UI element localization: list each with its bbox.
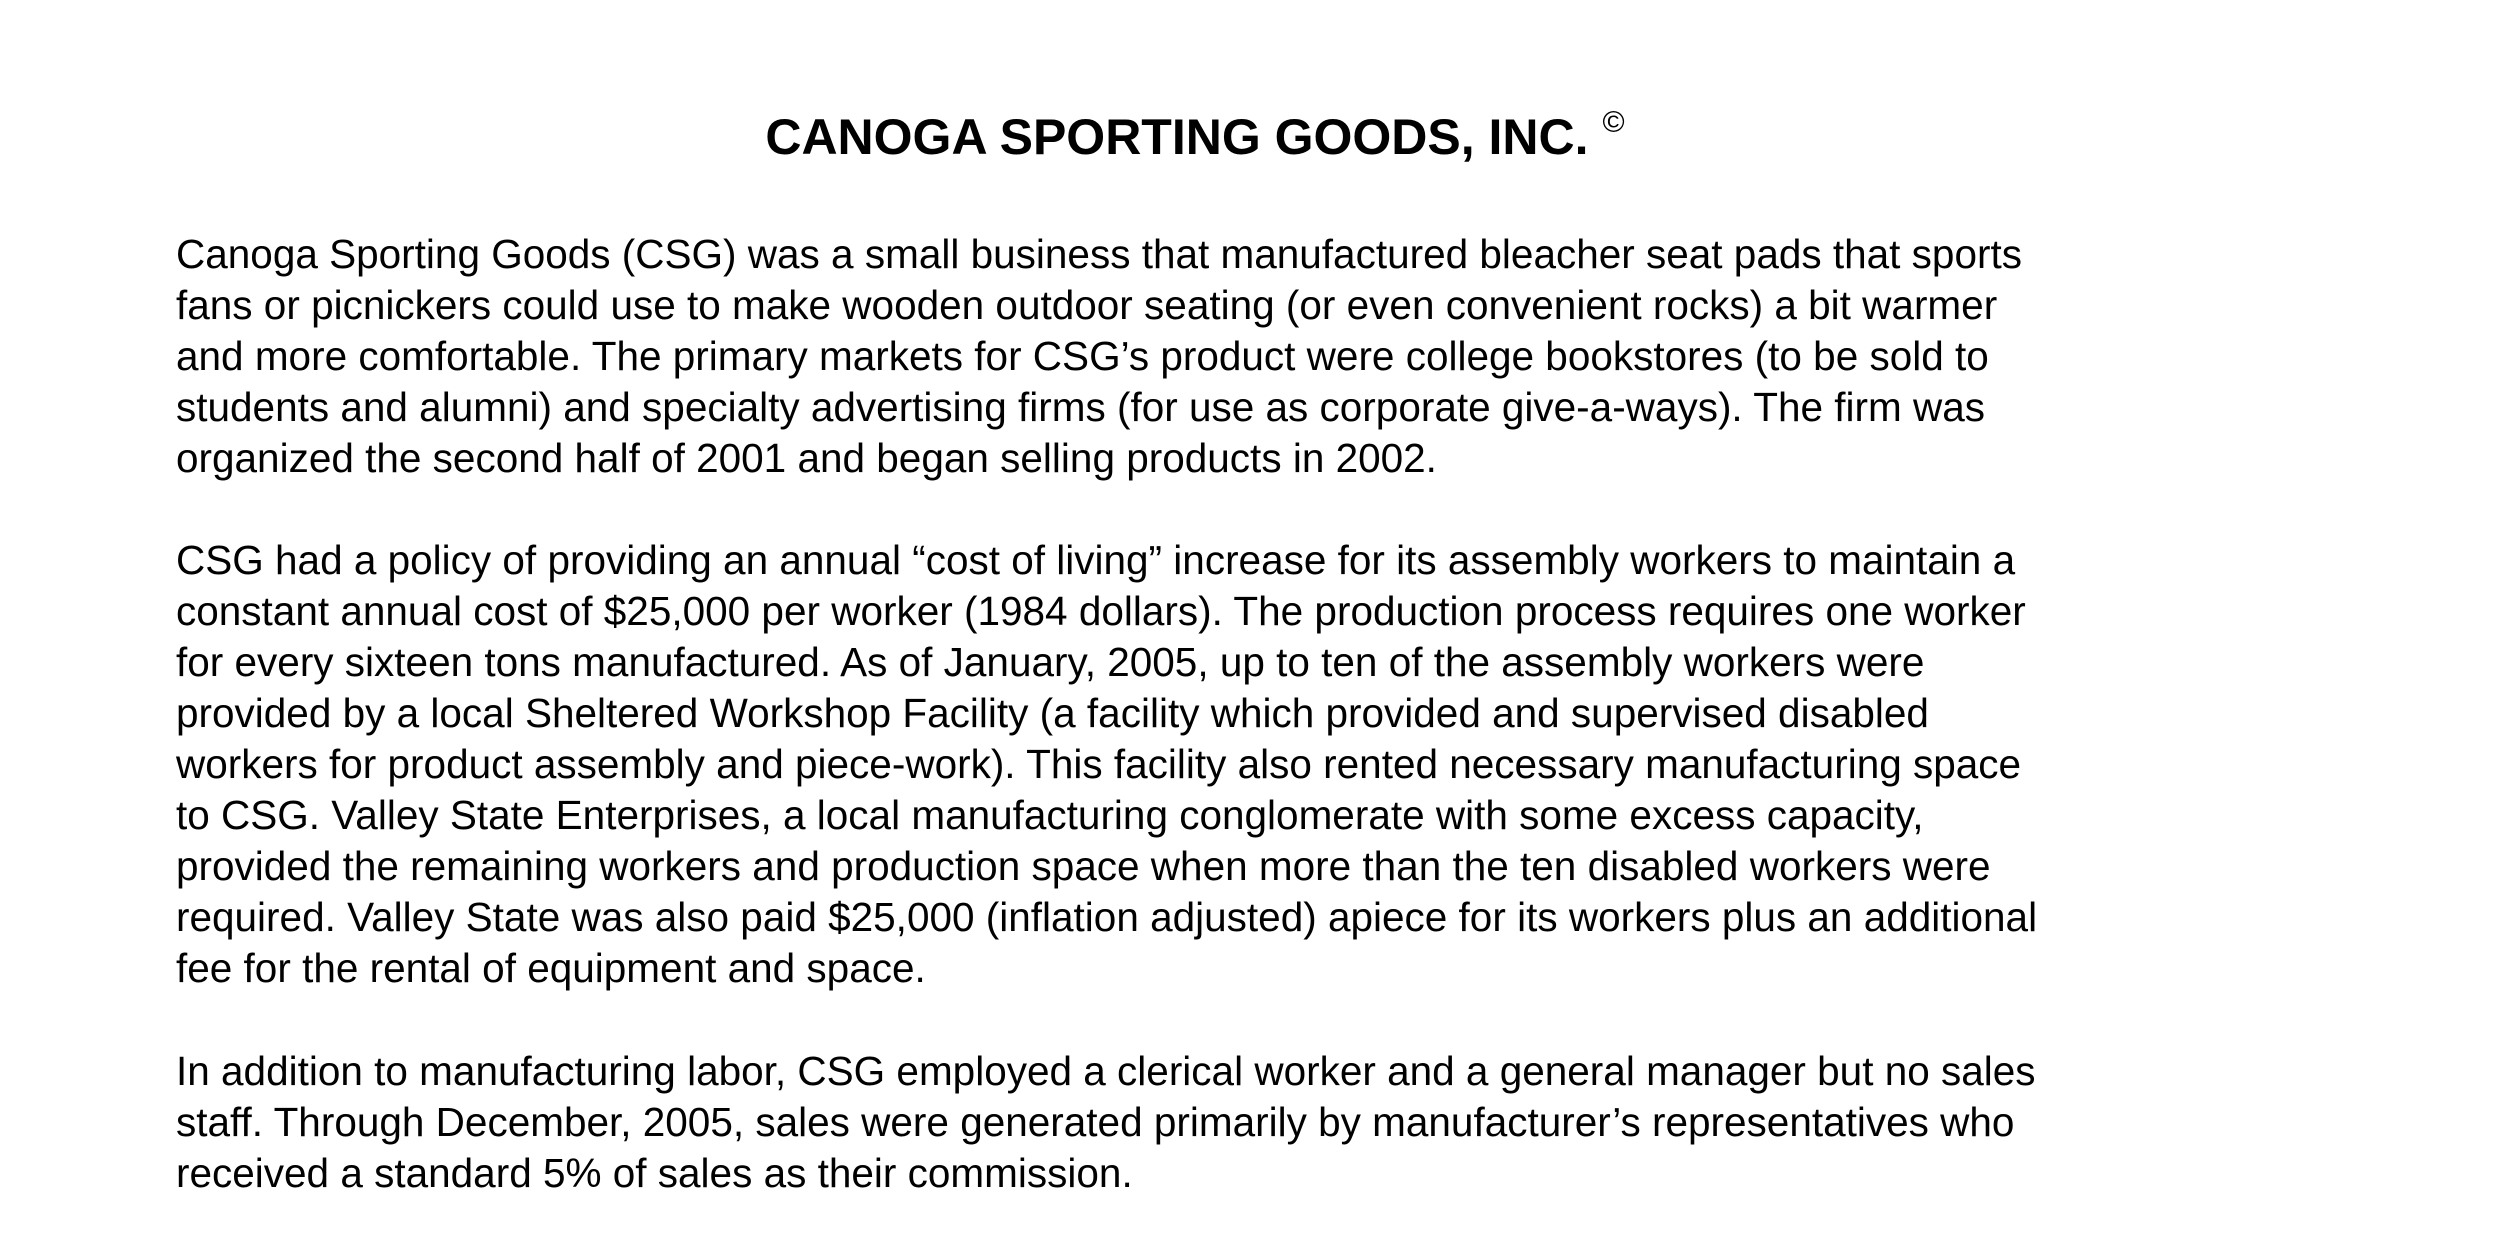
paragraph-line: CSG had a policy of providing an annual “cost of living” increase for its assembly workers to maintain a [176, 537, 2016, 583]
paragraph-line: for every sixteen tons manufactured. As of January, 2005, up to ten of the assembly workers were [176, 639, 1925, 685]
paragraph-company-overview [176, 229, 2236, 484]
paragraph-line: provided by a local Sheltered Workshop Facility (a facility which provided and supervised disabled [176, 690, 1929, 736]
paragraph-line: required. Valley State was also paid $25,000 (inflation adjusted) apiece for its workers plus an additional [176, 894, 2038, 940]
paragraph-line: and more comfortable. The primary markets for CSG’s product were college bookstores (to be sold to [176, 333, 1989, 379]
paragraph-line: fee for the rental of equipment and space. [176, 945, 926, 991]
paragraph-line: fans or picnickers could use to make wooden outdoor seating (or even convenient rocks) a bit warmer [176, 282, 1998, 328]
paragraph-line: staff. Through December, 2005, sales were generated primarily by manufacturer’s representatives who [176, 1099, 2015, 1145]
title-text: CANOGA SPORTING GOODS, INC. [765, 109, 1589, 165]
paragraph-line: provided the remaining workers and production space when more than the ten disabled workers were [176, 843, 1991, 889]
paragraph-labor-policy [176, 535, 2236, 994]
paragraph-line: students and alumni) and specialty advertising firms (for use as corporate give-a-ways). The firm was [176, 384, 1985, 430]
paragraph-line: received a standard 5% of sales as their commission. [176, 1150, 1133, 1196]
paragraph-line: organized the second half of 2001 and began selling products in 2002. [176, 435, 1437, 481]
document-title [0, 100, 2390, 182]
copyright-mark: © [1602, 106, 1625, 139]
paragraph-line: to CSG. Valley State Enterprises, a local manufacturing conglomerate with some excess capacity, [176, 792, 1924, 838]
paragraph-line: workers for product assembly and piece-work). This facility also rented necessary manufacturing space [176, 741, 2022, 787]
paragraph-staff-sales [176, 1046, 2236, 1199]
paragraph-line: In addition to manufacturing labor, CSG employed a clerical worker and a general manager but no sales [176, 1048, 2036, 1094]
paragraph-line: Canoga Sporting Goods (CSG) was a small business that manufactured bleacher seat pads that sports [176, 231, 2022, 277]
paragraph-line: constant annual cost of $25,000 per worker (1984 dollars). The production process requires one worker [176, 588, 2026, 634]
